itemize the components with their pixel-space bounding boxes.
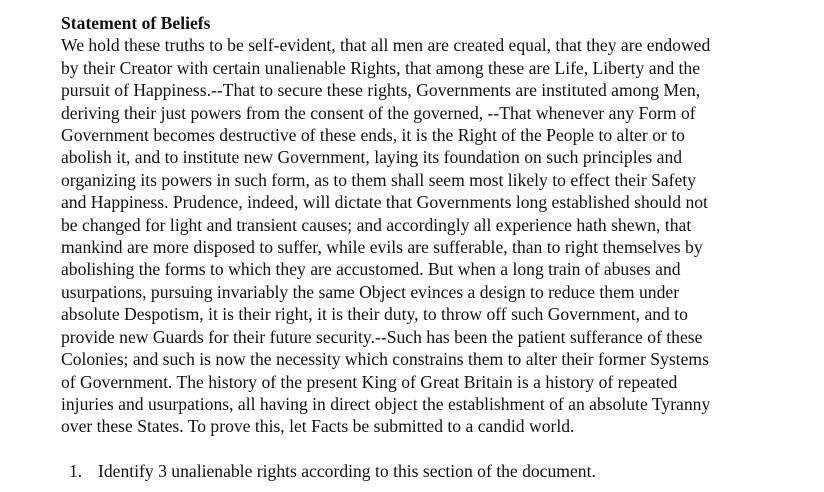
passage-line: Colonies; and such is now the necessity which constrains them to alter their former Systems [61, 349, 709, 370]
passage-line: absolute Despotism, it is their right, it is their duty, to throw off such Government, and to [61, 304, 688, 325]
passage-line: deriving their just powers from the consent of the governed, --That whenever any Form of [61, 102, 696, 123]
passage-line: of Government. The history of the present King of Great Britain is a history of repeated [61, 371, 678, 392]
passage-line: mankind are more disposed to suffer, while evils are sufferable, than to right themselves by [61, 237, 703, 258]
passage-line: injuries and usurpations, all having in direct object the establishment of an absolute Tyranny [61, 393, 711, 414]
passage-line: abolishing the forms to which they are accustomed. But when a long train of abuses and [61, 259, 681, 280]
document-title: Statement of Beliefs [61, 13, 211, 33]
question-number: 1. [69, 461, 83, 481]
passage-line: by their Creator with certain unalienable Rights, that among these are Life, Liberty and the [61, 57, 701, 78]
question-item [69, 460, 596, 482]
passage-line: and Happiness. Prudence, indeed, will dictate that Governments long established should not [61, 192, 708, 213]
passage-line: We hold these truths to be self-evident, that all men are created equal, that they are endowed [61, 35, 711, 56]
passage-line: pursuit of Happiness.--That to secure these rights, Governments are instituted among Men, [61, 80, 701, 101]
passage-line: abolish it, and to institute new Government, laying its foundation on such principles and [61, 147, 683, 168]
passage-line: be changed for light and transient causes; and accordingly all experience hath shewn, that [61, 214, 692, 235]
passage-line: provide new Guards for their future security.--Such has been the patient sufferance of these [61, 326, 703, 347]
question-text: Identify 3 unalienable rights according to this section of the document. [98, 461, 596, 481]
passage-line: usurpations, pursuing invariably the same Object evinces a design to reduce them under [61, 281, 680, 302]
passage-line: Government becomes destructive of these ends, it is the Right of the People to alter or to [61, 125, 685, 146]
passage-line: organizing its powers in such form, as to them shall seem most likely to effect their Safety [61, 169, 697, 190]
passage-line: over these States. To prove this, let Facts be submitted to a candid world. [61, 416, 575, 437]
document-passage [61, 12, 813, 438]
